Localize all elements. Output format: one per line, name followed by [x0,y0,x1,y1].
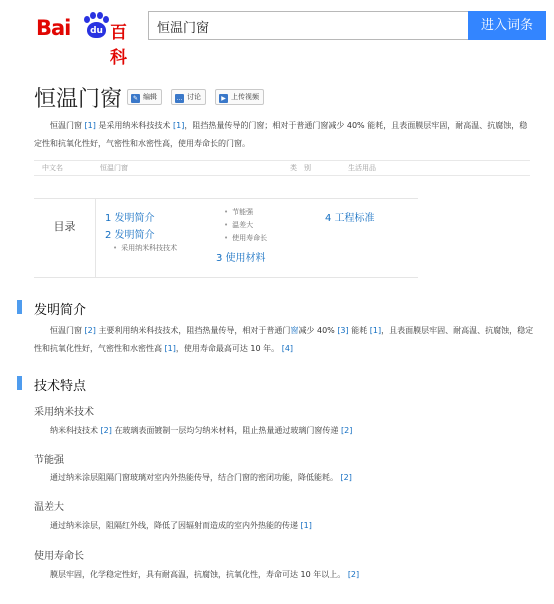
discuss-label: 讨论 [187,93,201,101]
para-text: 通过纳米涂层阻隔门窗玻璃对室内外热能传导，结合门窗的密闭功能，降低能耗。 [50,473,338,482]
baidu-baike-logo[interactable] [36,10,136,68]
citation-link[interactable]: [1] [369,326,382,335]
para-text: 纳米科技技术 [50,426,98,435]
pencil-icon: ✎ [132,95,139,102]
toc-item-3[interactable]: 3 使用材料 [216,253,266,264]
section-paragraph [34,322,534,358]
header [0,0,554,68]
logo-bai-text: Bai [36,16,71,40]
subsection-heading: 节能强 [34,455,64,466]
citation-link[interactable]: [3] [337,326,349,335]
toc-label: 目录 [34,199,96,277]
para-text: ，使用寿命最高可达 10 年。 [175,344,280,353]
para-text: 膜层牢固，化学稳定性好，具有耐高温，抗腐蚀，抗氧化性，寿命可达 10 年以上。 [50,570,346,579]
search-input[interactable]: 恒温门窗 [148,11,468,40]
para-text: 在玻璃表面镀制一层均匀纳米材料，阻止热量通过玻璃门窗传递 [114,426,339,435]
summary-text: 恒温门窗 [50,121,82,130]
basic-info-value: 生活用品 [348,164,376,172]
citation-link[interactable]: [2] [340,426,353,435]
toc-subitem[interactable]: • 采用纳米科技技术 [113,243,177,253]
upload-video-button[interactable] [215,89,264,105]
upload-video-label: 上传视频 [231,93,259,101]
page-title: 恒温门窗 [34,87,123,112]
subsection-text [50,471,530,485]
citation-link[interactable]: [1] [300,521,312,530]
subsection-heading: 使用寿命长 [34,551,84,562]
citation-link[interactable]: [2] [347,570,360,579]
video-icon: ▶ [219,94,228,103]
edit-label: 编辑 [143,93,157,101]
summary-text: ，阻挡热量传导的门窗；相对于普通门窗减少 40% 能耗，且表面膜层牢固，耐高温、抗腐蚀，稳定性和抗氧化性好，气密性和水密性高，使用寿命长的门窗。 [34,121,528,148]
subsection-text [50,568,530,582]
para-text: 减少 40% [298,326,335,335]
para-text: 主要利用纳米科技技术，阻挡热量传导，相对于普通门 [98,326,291,335]
basic-info-value: 恒温门窗 [100,164,128,172]
chat-icon: … [176,95,183,102]
section-heading: 技术特点 [17,375,86,394]
enter-entry-button[interactable]: 进入词条 [468,11,546,40]
citation-link[interactable]: [1] [84,121,96,130]
toc-item-2[interactable]: 2 发明简介 [105,230,155,241]
discuss-button[interactable] [171,89,206,105]
toc-item-1[interactable]: 1 发明简介 [105,213,155,224]
edit-button[interactable] [127,89,162,105]
logo-baike-text: 百科 [110,23,126,68]
citation-link[interactable]: [2] [100,426,112,435]
subsection-heading: 采用纳米技术 [34,407,94,418]
paw-icon [83,12,109,38]
para-text: 恒温门窗 [50,326,82,335]
toc-subitem[interactable]: • 节能强 [224,207,253,217]
citation-link[interactable]: [1] [164,344,176,353]
summary [34,117,534,153]
summary-text: 是采用纳米科技技术 [98,121,171,130]
citation-link[interactable]: [4] [281,344,294,353]
inline-link[interactable]: 窗 [290,326,299,335]
para-text: 通过纳米涂层，阻隔红外线，降低了因辐射而造成的室内外热能的传递 [50,521,298,530]
subsection-heading: 温差大 [34,502,64,513]
logo-du-text: du [87,22,106,38]
basic-info [34,160,530,176]
basic-info-key: 中文名 [42,164,63,172]
citation-link[interactable]: [2] [84,326,96,335]
citation-link[interactable]: [2] [340,473,352,482]
subsection-text [50,519,530,533]
toc-subitem[interactable]: • 使用寿命长 [224,233,267,243]
citation-link[interactable]: [1] [172,121,185,130]
section-heading: 发明简介 [17,299,86,318]
toc-subitem[interactable]: • 温差大 [224,220,253,230]
basic-info-key: 类 别 [290,164,311,172]
para-text: ，且表面膜层牢固、耐高温、抗腐蚀，稳定性和抗氧化性好，气密性和水密性高 [34,326,534,353]
para-text: 能耗 [351,326,368,335]
subsection-text [50,424,530,438]
table-of-contents [34,198,418,278]
toc-item-4[interactable]: 4 工程标准 [325,213,375,224]
